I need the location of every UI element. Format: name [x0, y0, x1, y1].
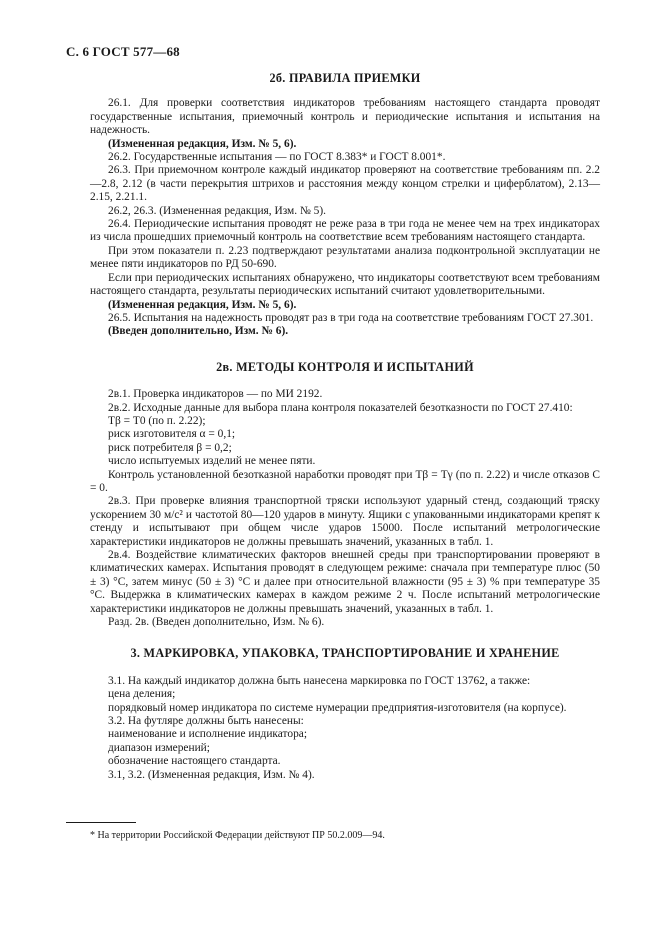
paragraph: наименование и исполнение индикатора; [108, 728, 307, 741]
paragraph: 2в.2. Исходные данные для выбора плана контроля показателей безотказности по ГОСТ 27.410: [108, 401, 573, 414]
paragraph: При этом показатели п. 2.23 подтверждают результатами анализа подконтрольной эксплуатации не менее пяти индикаторов по РД 50-690. [90, 244, 600, 271]
section-3-body [90, 675, 600, 782]
paragraph: (Введен дополнительно, Изм. № 6). [108, 325, 289, 338]
paragraph: обозначение настоящего стандарта. [108, 755, 281, 768]
paragraph: 2в.4. Воздействие климатических факторов внешней среды при транспортировании проверяют в климатических камерах. Испытания проводят в следующем режиме: сначала при температуре плюс (50 ± 3) °С, затем минус (50 ± 3) °С и далее при относительной влажности (95 ± 3) % при температуре 35 °С. Выдержка в климатических камерах в каждом режиме 2 ч. После испытаний метрологические характеристики индикаторов не должны превышать значений, указанных в табл. 1. [90, 549, 600, 615]
paragraph: 3.1, 3.2. (Измененная редакция, Изм. № 4). [108, 768, 315, 781]
section-title-2b: 2б. ПРАВИЛА ПРИЕМКИ [269, 71, 421, 85]
paragraph: 2в.1. Проверка индикаторов — по МИ 2192. [108, 388, 323, 401]
paragraph: 26.2, 26.3. (Измененная редакция, Изм. № 5). [108, 204, 326, 217]
document-body [90, 72, 600, 782]
paragraph: порядковый номер индикатора по системе нумерации предприятия-изготовителя (на корпусе). [108, 701, 567, 714]
paragraph: число испытуемых изделий не менее пяти. [108, 455, 316, 468]
paragraph: Контроль установленной безотказной наработки проводят при Tβ = Tγ (по п. 2.22) и числе отказов C = 0. [90, 468, 600, 494]
section-title-3: 3. МАРКИРОВКА, УПАКОВКА, ТРАНСПОРТИРОВАНИЕ И ХРАНЕНИЕ [130, 646, 560, 661]
paragraph: 26.1. Для проверки соответствия индикаторов требованиям настоящего стандарта проводят государственные испытания, приемочный контроль и периодические испытания и испытания на надежность. [90, 97, 600, 137]
paragraph: Если при периодических испытаниях обнаружено, что индикаторы соответствуют всем требованиям настоящего стандарта, результаты периодических испытаний считают удовлетворительными. [90, 271, 600, 298]
paragraph: риск изготовителя α = 0,1; [108, 428, 236, 441]
paragraph: Tβ = T0 (по п. 2.22); [108, 414, 206, 427]
section-2v-body [90, 388, 600, 629]
paragraph: 26.3. При приемочном контроле каждый индикатор проверяют на соответствие требованиям пп. 2.2—2.8, 2.12 (в части перекрытия штрихов и расстояния между концом стрелки и циферблатом), 2.13—2.15, 2.21.1. [90, 164, 600, 204]
paragraph: Разд. 2в. (Введен дополнительно, Изм. № 6). [108, 616, 325, 629]
paragraph: 26.4. Периодические испытания проводят не реже раза в три года не менее чем на трех индикаторах из числа прошедших приемочный контроль на соответствие всем требованиям настоящего стандарта. [90, 218, 600, 244]
paragraph: 2в.3. При проверке влияния транспортной тряски используют ударный стенд, создающий тряску ускорением 30 м/с² и частотой 80—120 ударов в минуту. Ящики с упакованными индикаторами крепят к стенду и испытывают при общем числе ударов 15000. После испытаний метрологические характеристики индикаторов не должны превышать значений, указанных в табл. 1. [90, 495, 600, 548]
paragraph: (Измененная редакция, Изм. № 5, 6). [108, 137, 297, 150]
running-head: С. 6 ГОСТ 577—68 [66, 44, 180, 59]
paragraph: цена деления; [108, 688, 176, 701]
footnote: * На территории Российской Федерации действуют ПР 50.2.009—94. [90, 830, 385, 841]
paragraph: 3.2. На футляре должны быть нанесены: [108, 715, 304, 728]
paragraph: (Измененная редакция, Изм. № 5, 6). [108, 298, 297, 311]
paragraph: риск потребителя β = 0,2; [108, 441, 232, 454]
paragraph: диапазон измерений; [108, 741, 210, 754]
section-2b-body [90, 97, 600, 338]
section-title-2v: 2в. МЕТОДЫ КОНТРОЛЯ И ИСПЫТАНИЙ [216, 359, 474, 374]
paragraph: 26.2. Государственные испытания — по ГОСТ 8.383* и ГОСТ 8.001*. [108, 151, 446, 164]
paragraph: 3.1. На каждый индикатор должна быть нанесена маркировка по ГОСТ 13762, а также: [108, 674, 531, 687]
paragraph: 26.5. Испытания на надежность проводят раз в три года на соответствие требованиям ГОСТ 27.301. [108, 311, 594, 324]
footnote-divider [66, 822, 136, 823]
